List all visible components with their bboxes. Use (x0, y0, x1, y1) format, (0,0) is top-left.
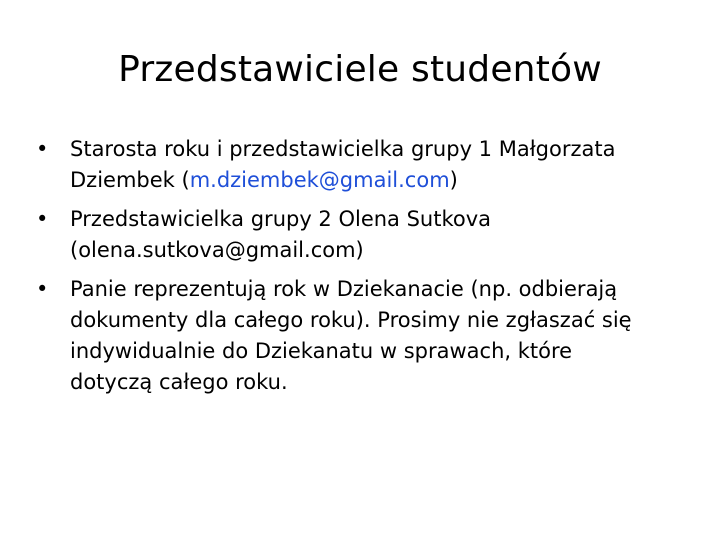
bullet-icon: • (36, 137, 49, 161)
bullet-text-before-email: Starosta roku i przedstawicielka grupy 1 Małgorzata Dziembek ( (70, 137, 616, 192)
bullet-text-after-email: ) (449, 168, 458, 192)
email-link-dziembek[interactable]: m.dziembek@gmail.com (189, 168, 450, 192)
bullet-icon: • (36, 207, 49, 231)
bullet-list (36, 134, 656, 406)
bullet-item-starosta (36, 134, 656, 196)
bullet-text: Panie reprezentują rok w Dziekanacie (np. odbierają dokumenty dla całego roku). Prosimy nie zgłaszać się indywidualnie do Dziekanatu w sprawach, które dotyczą całego roku. (70, 277, 632, 394)
bullet-item-group-2 (36, 204, 656, 266)
slide-title: Przedstawiciele studentów (118, 49, 602, 90)
bullet-icon: • (36, 277, 49, 301)
bullet-item-dziekanat (36, 274, 656, 398)
bullet-text: Przedstawicielka grupy 2 Olena Sutkova (olena.sutkova@gmail.com) (70, 207, 492, 262)
